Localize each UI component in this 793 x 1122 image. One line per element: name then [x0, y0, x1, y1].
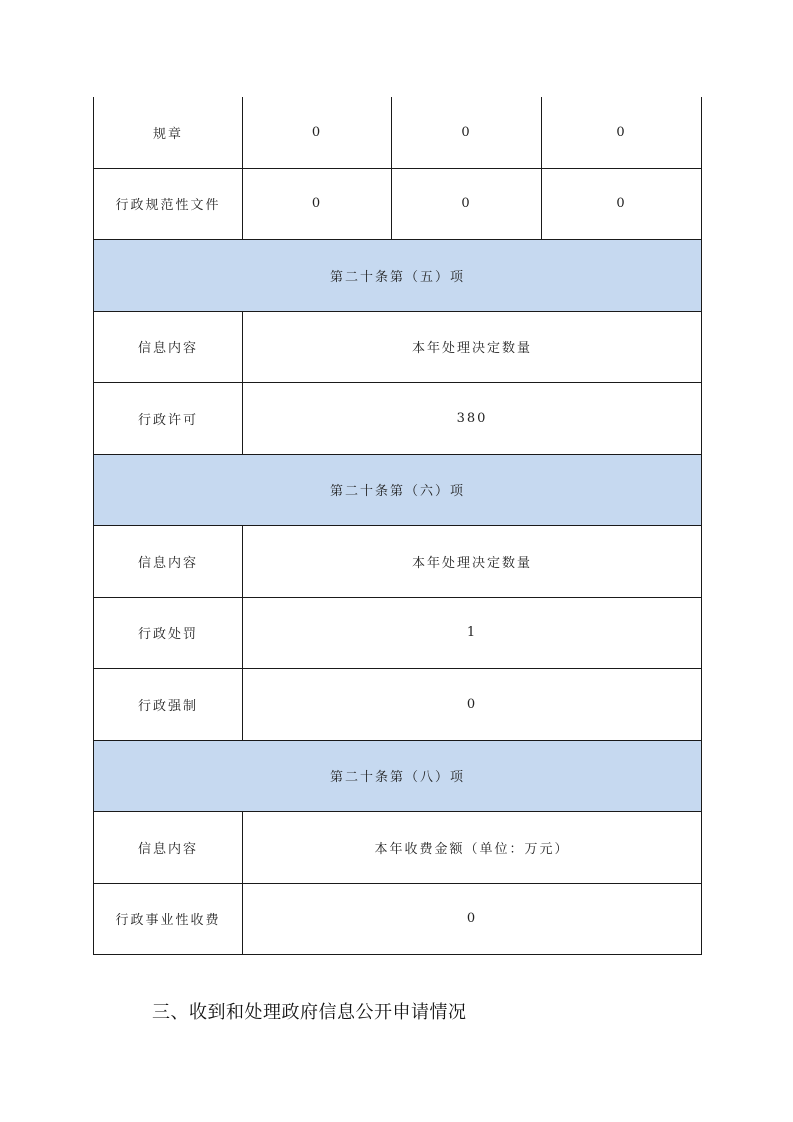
row-label: 规章	[94, 97, 243, 168]
column-header-value: 本年处理决定数量	[243, 526, 702, 598]
cell-value: 1	[243, 597, 702, 669]
section-title: 第二十条第（五）项	[94, 240, 702, 312]
table-row	[94, 883, 702, 955]
cell-value: 0	[243, 669, 702, 741]
table-header-row	[94, 526, 702, 598]
cell-value: 0	[542, 168, 702, 240]
column-header-label: 信息内容	[94, 311, 243, 383]
column-header-label: 信息内容	[94, 526, 243, 598]
section-title: 第二十条第（八）项	[94, 740, 702, 812]
cell-value: 0	[542, 97, 702, 168]
column-header-value: 本年收费金额（单位：万元）	[243, 812, 702, 884]
row-label: 行政许可	[94, 383, 243, 455]
section-title: 第二十条第（六）项	[94, 454, 702, 526]
section-header-row	[94, 740, 702, 812]
section-header-row	[94, 240, 702, 312]
row-label: 行政处罚	[94, 597, 243, 669]
row-label: 行政事业性收费	[94, 883, 243, 955]
table-row	[94, 168, 702, 240]
table-header-row	[94, 311, 702, 383]
cell-value: 0	[243, 883, 702, 955]
row-label: 行政规范性文件	[94, 168, 243, 240]
cell-value: 0	[392, 97, 542, 168]
cell-value: 0	[243, 97, 392, 168]
section-header-row	[94, 454, 702, 526]
section-heading: 三、收到和处理政府信息公开申请情况	[152, 1002, 467, 1023]
row-label: 行政强制	[94, 669, 243, 741]
table-row	[94, 669, 702, 741]
table-row	[94, 383, 702, 455]
cell-value: 0	[392, 168, 542, 240]
column-header-label: 信息内容	[94, 812, 243, 884]
column-header-value: 本年处理决定数量	[243, 311, 702, 383]
cell-value: 380	[243, 383, 702, 455]
table-row	[94, 597, 702, 669]
table-row	[94, 97, 702, 168]
table-header-row	[94, 812, 702, 884]
disclosure-table	[93, 97, 702, 955]
cell-value: 0	[243, 168, 392, 240]
